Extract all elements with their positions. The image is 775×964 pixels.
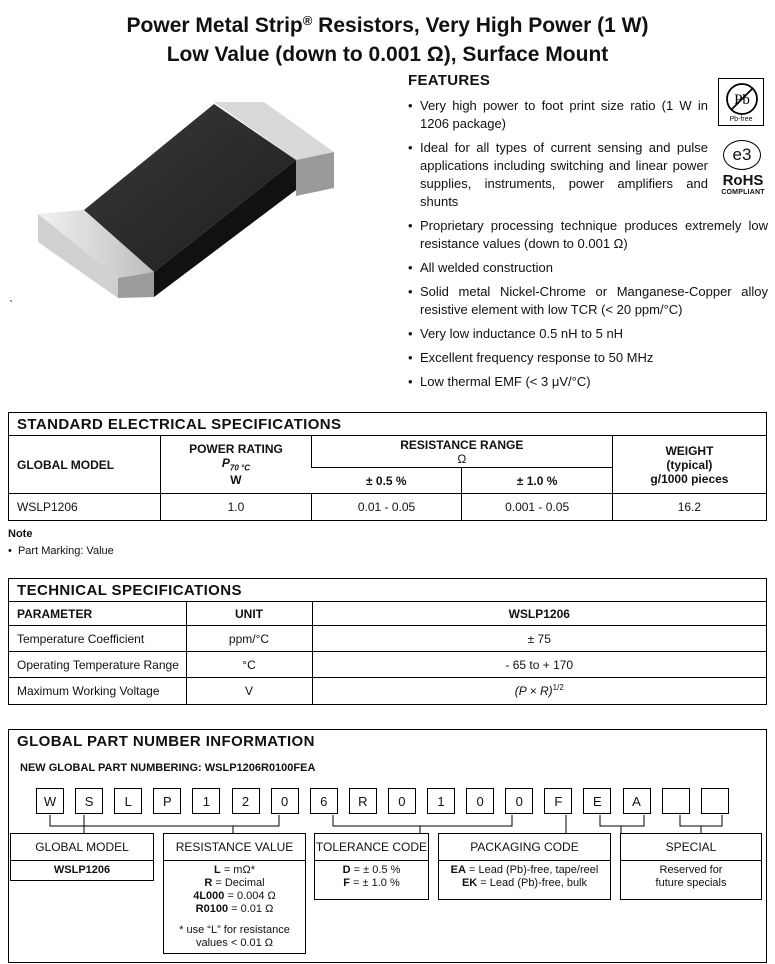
- part-number-char-box: P: [153, 788, 181, 814]
- group-model-value: WSLP1206: [53, 864, 111, 876]
- group-packaging-body: [439, 861, 610, 890]
- part-number-char-box: 1: [192, 788, 220, 814]
- technical-table: [9, 601, 766, 704]
- part-number-char-box: L: [114, 788, 142, 814]
- cell-unit: V: [186, 678, 312, 704]
- special-line: future specials: [655, 877, 727, 889]
- group-special: [620, 833, 762, 900]
- header-resistance-range: [311, 436, 612, 468]
- group-special-title: SPECIAL: [621, 834, 761, 861]
- power-subscript: 70 °C: [229, 463, 251, 473]
- weight-typical: (typical): [666, 457, 713, 472]
- header-tol-10: ± 1.0 %: [462, 468, 613, 494]
- feature-item: • Very low inductance 0.5 nH to 5 nH: [408, 325, 768, 343]
- part-number-char-box: S: [75, 788, 103, 814]
- part-number-char-box: R: [349, 788, 377, 814]
- title-line-1-b: Resistors, Very High Power (1 W): [312, 14, 649, 37]
- table-row: [9, 626, 766, 652]
- part-number-char-box: 1: [427, 788, 455, 814]
- part-number-char-box: 0: [505, 788, 533, 814]
- cell-param: Operating Temperature Range: [9, 652, 186, 678]
- voltage-exponent: 1/2: [552, 683, 564, 693]
- pk-line: [439, 864, 610, 877]
- feature-item: • Very high power to foot print size ratio (1 W in 1206 package): [408, 97, 708, 133]
- electrical-spec-title: STANDARD ELECTRICAL SPECIFICATIONS: [17, 416, 342, 433]
- part-number-char-box: 0: [388, 788, 416, 814]
- res-line: [164, 864, 305, 877]
- power-symbol: P: [221, 456, 230, 471]
- features-section: [408, 72, 768, 397]
- registered-mark: ®: [302, 13, 313, 28]
- pk-text: = Lead (Pb)-free, tape/reel: [465, 864, 599, 876]
- pb-free-label: Pb-free: [729, 116, 753, 123]
- res-note: values < 0.01 Ω: [195, 937, 274, 949]
- header-global-model: GLOBAL MODEL: [9, 436, 161, 494]
- technical-spec-title: TECHNICAL SPECIFICATIONS: [17, 582, 242, 599]
- group-resistance-value: [163, 833, 306, 954]
- features-heading: FEATURES: [408, 72, 491, 89]
- header-weight: [612, 436, 766, 494]
- cell-range-05: 0.01 - 0.05: [311, 494, 462, 520]
- tol-line: [315, 877, 428, 890]
- pk-text: = Lead (Pb)-free, bulk: [477, 877, 588, 889]
- compliant-label: COMPLIANT: [721, 189, 765, 196]
- group-tolerance-body: [315, 861, 428, 890]
- part-number-title: GLOBAL PART NUMBER INFORMATION: [17, 733, 315, 750]
- pb-label: Pb: [734, 92, 750, 108]
- part-number-char-box: [662, 788, 690, 814]
- feature-item: • Proprietary processing technique produces extremely low resistance values (down to 0.001 Ω): [408, 217, 768, 253]
- part-number-char-box: 6: [310, 788, 338, 814]
- part-number-char-box: E: [583, 788, 611, 814]
- title-line-1-a: Power Metal Strip: [126, 14, 303, 37]
- electrical-table: [9, 435, 766, 520]
- part-number-char-box: 0: [271, 788, 299, 814]
- electrical-spec-table: [8, 412, 767, 521]
- group-resistance-title: RESISTANCE VALUE: [164, 834, 305, 861]
- special-line: Reserved for: [659, 864, 723, 876]
- cell-model: WSLP1206: [9, 494, 161, 520]
- res-text: = mΩ*: [220, 864, 255, 876]
- res-text: = 0.01 Ω: [228, 903, 274, 915]
- part-number-char-box: W: [36, 788, 64, 814]
- technical-spec-table: [8, 578, 767, 705]
- res-text: = 0.004 Ω: [224, 890, 276, 902]
- feature-item: • Solid metal Nickel-Chrome or Manganese-Copper alloy resistive element with low TCR (< 20 ppm/°C): [408, 283, 768, 319]
- res-line: [164, 903, 305, 916]
- resistor-chip-image: [34, 92, 354, 302]
- tol-text: = ± 0.5 %: [350, 864, 401, 876]
- res-code: R: [204, 877, 213, 889]
- note-text: Part Marking: Value: [17, 545, 114, 557]
- feature-item: • All welded construction: [408, 259, 768, 277]
- res-code: R0100: [195, 903, 229, 915]
- weight-unit: g/1000 pieces: [650, 471, 729, 486]
- res-line: [164, 890, 305, 903]
- tol-text: = ± 1.0 %: [349, 877, 400, 889]
- header-wslp1206: WSLP1206: [312, 602, 766, 626]
- title-line-1: [0, 6, 775, 40]
- rohs-label: RoHS: [722, 172, 764, 189]
- res-line: [164, 877, 305, 890]
- stray-mark: `: [9, 298, 13, 312]
- compliance-badges: [718, 78, 768, 196]
- pk-code: EA: [450, 864, 466, 876]
- pk-line: [439, 877, 610, 890]
- group-tolerance-code: [314, 833, 429, 900]
- header-parameter: PARAMETER: [9, 602, 186, 626]
- cell-unit: ppm/°C: [186, 626, 312, 652]
- tol-code: D: [342, 864, 351, 876]
- title-line-2: Low Value (down to 0.001 Ω), Surface Mount: [166, 43, 609, 66]
- header-power-rating: [161, 436, 312, 494]
- cell-weight: 16.2: [612, 494, 766, 520]
- resistance-range-unit: Ω: [457, 451, 467, 466]
- cell-power: 1.0: [161, 494, 312, 520]
- res-code: 4L000: [193, 890, 225, 902]
- group-packaging-code: [438, 833, 611, 900]
- header-tol-05: ± 0.5 %: [311, 468, 462, 494]
- res-text: = Decimal: [212, 877, 265, 889]
- cell-unit: °C: [186, 652, 312, 678]
- group-packaging-title: PACKAGING CODE: [439, 834, 610, 861]
- group-model-title: GLOBAL MODEL: [11, 834, 153, 861]
- cell-param: Temperature Coefficient: [9, 626, 186, 652]
- features-list: [408, 97, 768, 391]
- cell-value: ± 75: [312, 626, 766, 652]
- voltage-formula: (P × R): [514, 684, 553, 699]
- feature-item: • Ideal for all types of current sensing and pulse applications including switching and linear power supplies, instruments, power amplifiers and shunts: [408, 139, 708, 211]
- part-number-char-box: 2: [232, 788, 260, 814]
- res-code: L: [214, 864, 221, 876]
- resistance-range-label: RESISTANCE RANGE: [400, 437, 524, 452]
- cell-value: - 65 to + 170: [312, 652, 766, 678]
- table-row: [9, 652, 766, 678]
- group-special-body: [621, 861, 761, 890]
- tol-code: F: [343, 877, 350, 889]
- note-title: Note: [8, 528, 33, 540]
- feature-item: • Low thermal EMF (< 3 μV/°C): [408, 373, 768, 391]
- pk-code: EK: [461, 877, 478, 889]
- power-rating-symbol: [161, 456, 311, 472]
- part-number-char-box: A: [623, 788, 651, 814]
- part-number-char-box: [701, 788, 729, 814]
- part-number-heading: NEW GLOBAL PART NUMBERING: WSLP1206R0100FEA: [20, 762, 316, 774]
- power-rating-label: POWER RATING: [189, 442, 283, 457]
- group-resistance-body: [164, 861, 305, 950]
- cell-range-10: 0.001 - 0.05: [462, 494, 613, 520]
- tol-line: [315, 864, 428, 877]
- weight-label: WEIGHT: [665, 443, 714, 458]
- cell-param: Maximum Working Voltage: [9, 678, 186, 704]
- pb-free-icon: [723, 81, 761, 117]
- pb-free-badge: [718, 78, 764, 126]
- res-note: * use “L” for resistance: [179, 924, 290, 936]
- power-unit: W: [230, 472, 242, 487]
- group-tolerance-title: TOLERANCE CODE: [315, 834, 428, 861]
- note-item: • Part Marking: Value: [8, 545, 114, 557]
- feature-item: • Excellent frequency response to 50 MHz: [408, 349, 768, 367]
- part-number-char-box: F: [544, 788, 572, 814]
- part-number-char-box: 0: [466, 788, 494, 814]
- header-unit: UNIT: [186, 602, 312, 626]
- group-global-model: [10, 833, 154, 881]
- table-row: [9, 678, 766, 704]
- cell-value: [312, 678, 766, 704]
- page-title: [0, 6, 775, 69]
- e3-badge: e3: [723, 140, 761, 170]
